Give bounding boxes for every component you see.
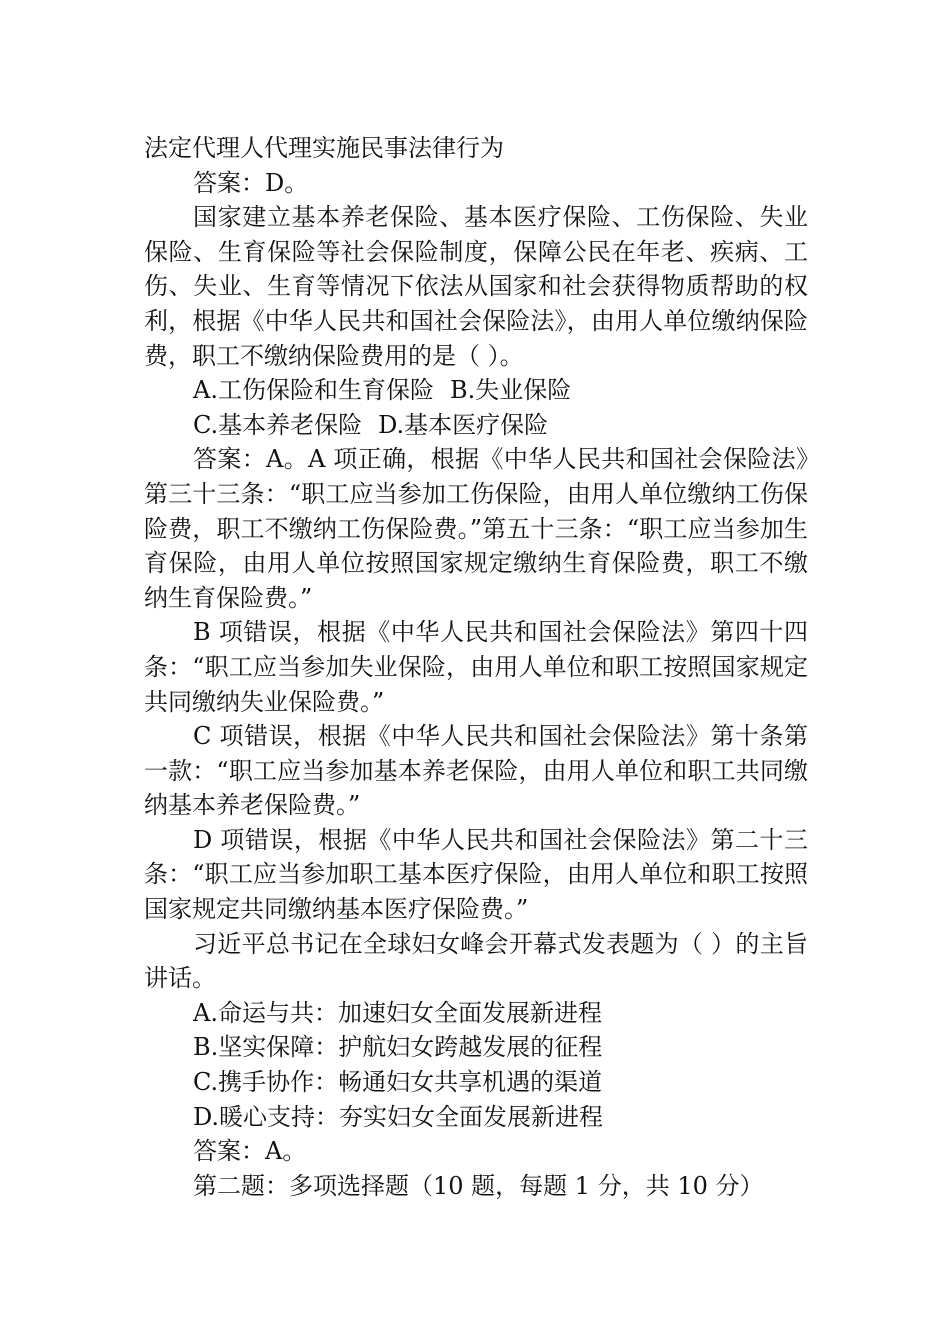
document-body xyxy=(144,131,808,1203)
section-heading-multiple-choice: 第二题：多项选择题（10 题，每题 1 分，共 10 分） xyxy=(193,1171,764,1200)
option-c: C.携手协作：畅通妇女共享机遇的渠道 xyxy=(193,1068,603,1097)
explanation-c: C 项错误，根据《中华人民共和国社会保险法》第十条第一款：“职工应当参加基本养老保险，由用人单位和职工共同缴纳基本养老保险费。” xyxy=(144,722,808,820)
explanation-b: B 项错误，根据《中华人民共和国社会保险法》第四十四条：“职工应当参加失业保险，由用人单位和职工按照国家规定共同缴纳失业保险费。” xyxy=(144,618,808,716)
answer-line: 答案：D。 xyxy=(193,168,309,197)
option-b: B.坚实保障：护航妇女跨越发展的征程 xyxy=(193,1033,603,1062)
option-c: C.基本养老保险 xyxy=(193,410,363,439)
question-social-insurance: 国家建立基本养老保险、基本医疗保险、工伤保险、失业保险、生育保险等社会保险制度，保障公民在年老、疾病、工伤、失业、生育等情况下依法从国家和社会获得物质帮助的权利，根据《中华人民共和国社会保险法》，由用人单位缴纳保险费，职工不缴纳保险费用的是（ ）。 xyxy=(144,203,808,370)
explanation-d: D 项错误，根据《中华人民共和国社会保险法》第二十三条：“职工应当参加职工基本医疗保险，由用人单位和职工按照国家规定共同缴纳基本医疗保险费。” xyxy=(144,825,808,924)
option-b: B.失业保险 xyxy=(449,376,572,405)
option-a: A.工伤保险和生育保险 xyxy=(193,376,434,405)
option-d: D.暖心支持：夯实妇女全面发展新进程 xyxy=(193,1102,604,1131)
answer-explanation-a: 答案：A。A 项正确，根据《中华人民共和国社会保险法》第三十三条：“职工应当参加工伤保险，由用人单位缴纳工伤保险费，职工不缴纳工伤保险费。”第五十三条：“职工应当参加生育保险，由用人单位按照国家规定缴纳生育保险费，职工不缴纳生育保险费。” xyxy=(144,445,808,612)
paragraph-option-d-continued: 法定代理人代理实施民事法律行为 xyxy=(144,134,504,162)
answer-line: 答案：A。 xyxy=(193,1137,307,1166)
option-d: D.基本医疗保险 xyxy=(378,410,549,439)
option-a: A.命运与共：加速妇女全面发展新进程 xyxy=(193,998,602,1027)
options-row-ab xyxy=(144,373,808,408)
options-row-cd xyxy=(144,408,808,443)
question-womens-summit: 习近平总书记在全球妇女峰会开幕式发表题为（ ）的主旨讲话。 xyxy=(144,929,808,993)
